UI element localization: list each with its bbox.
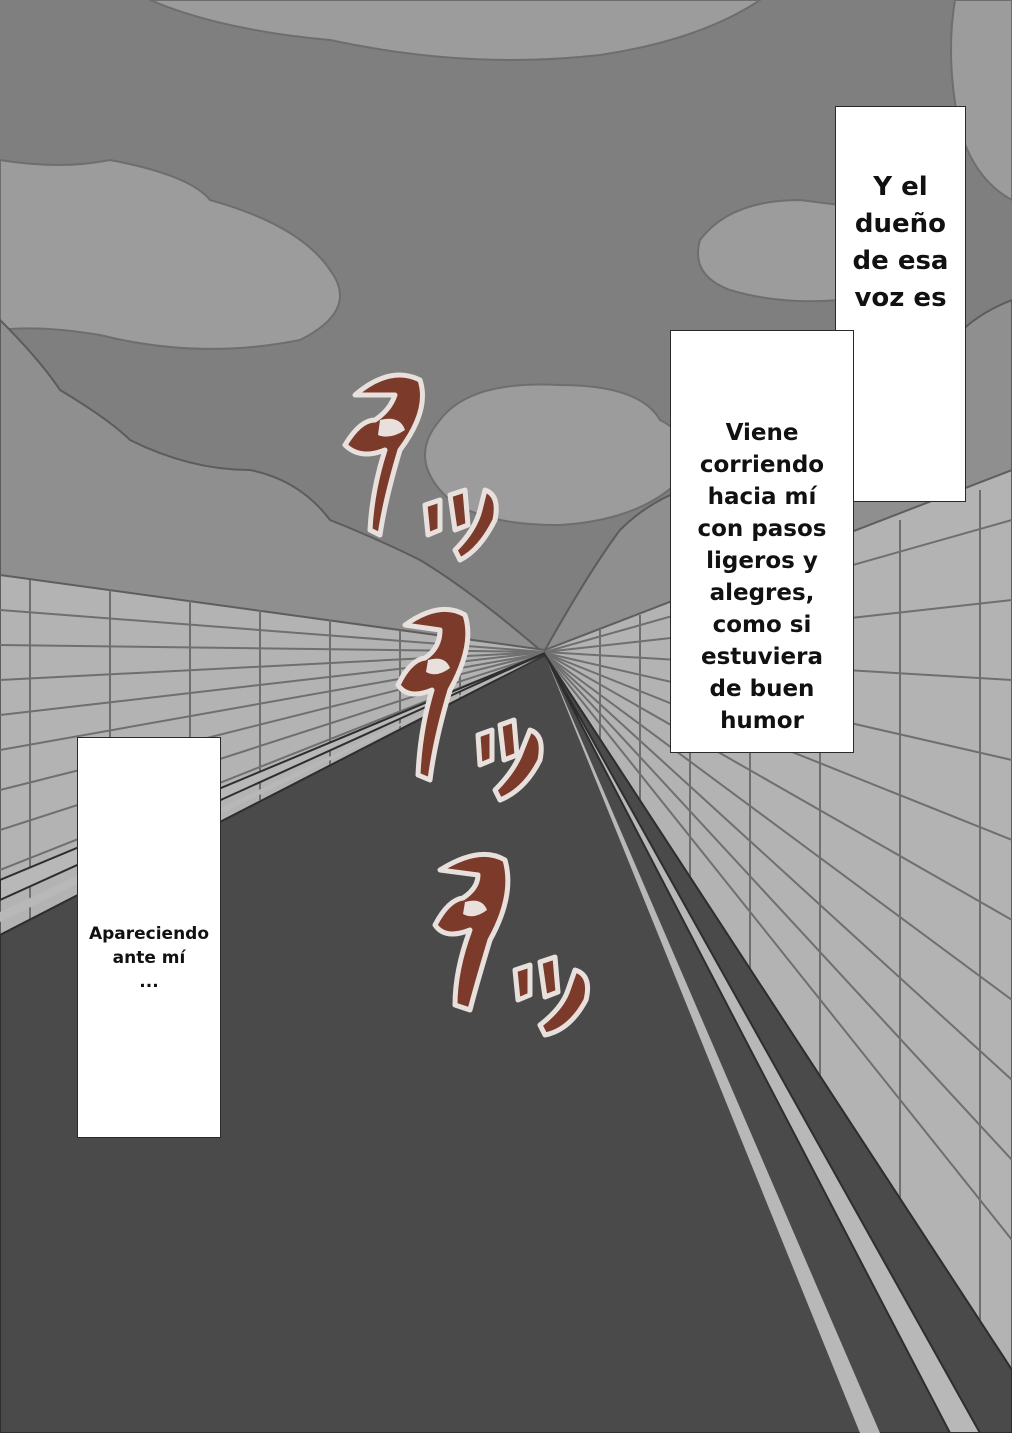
narration-box-appearing: [77, 737, 221, 1138]
narration-text: Y el dueño de esa voz es: [852, 172, 949, 313]
narration-box-running: [670, 330, 854, 753]
narration-text: Viene corriendo hacia mí con pasos ligeros y alegres, como si estuviera de buen humor: [697, 420, 827, 734]
narration-text: Apareciendo ante mí ...: [88, 924, 210, 992]
narration-box-owner-voice: [835, 106, 966, 502]
